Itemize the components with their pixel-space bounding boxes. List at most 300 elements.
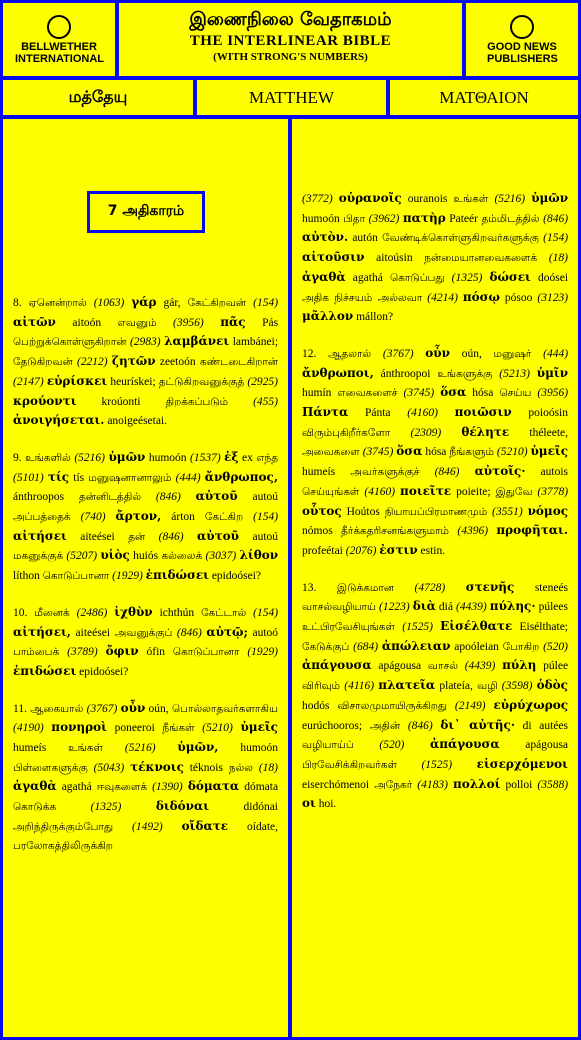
strongs-number: (455) <box>253 395 279 408</box>
transliteration: agathá <box>352 271 383 284</box>
transliteration: Hoútos <box>346 505 380 518</box>
tamil-word: கேட்டால் <box>201 606 247 619</box>
greek-word: αὐτοῦ <box>195 489 238 504</box>
strongs-number: (846) <box>543 212 569 225</box>
right-column <box>292 119 578 1037</box>
greek-word: ἄρτον, <box>115 509 162 524</box>
greek-word: δόματα <box>187 779 240 794</box>
title-block <box>119 3 462 76</box>
transliteration: heurískei; <box>110 375 156 388</box>
tamil-word: எந்த <box>256 451 279 464</box>
transliteration: oídate, <box>247 820 279 833</box>
greek-word: ἐξ <box>224 449 239 464</box>
strongs-number: (2309) <box>410 426 442 439</box>
greek-word: οὖν <box>425 345 450 360</box>
tamil-word: அதின் <box>369 719 401 732</box>
transliteration: apágousa <box>525 739 569 752</box>
strongs-number: (4439) <box>456 601 487 614</box>
greek-word: δώσει <box>489 269 531 284</box>
strongs-number: (2983) <box>129 336 161 349</box>
strongs-number: (5043) <box>93 761 125 774</box>
transliteration: aiteései <box>75 626 111 639</box>
strongs-number: (740) <box>80 511 106 524</box>
strongs-number: (1390) <box>152 781 183 794</box>
tamil-word: உங்கள் <box>68 742 104 755</box>
greek-word: ἰχθὺν <box>114 604 153 619</box>
greek-word: οἴδατε <box>181 818 229 833</box>
tamil-word: வேண்டிக்கொள்ளுகிறவர்களுக்கு <box>382 232 539 245</box>
tamil-word: பாம்பைக் <box>13 646 60 659</box>
strongs-number: (520) <box>379 739 405 752</box>
greek-word: εὐρύχωρος <box>493 697 569 712</box>
strongs-number: (4116) <box>344 680 375 693</box>
transliteration: hósa <box>472 387 494 400</box>
strongs-number: (3767) <box>86 702 118 715</box>
strongs-number: (3588) <box>537 778 569 791</box>
transliteration: nómos <box>302 525 333 538</box>
greek-word: ἐστιν <box>379 542 418 557</box>
greek-word: πόσῳ <box>462 289 500 304</box>
tamil-word: அறிந்திருக்கும்போது <box>13 820 114 833</box>
strongs-number: (5101) <box>13 471 44 484</box>
strongs-number: (1525) <box>402 621 433 634</box>
verse-number: 10. <box>13 606 35 619</box>
transliteration: humeís <box>13 742 47 755</box>
transliteration: poieite; <box>456 485 491 498</box>
greek-word: ὑμῶν, <box>177 740 219 755</box>
transliteration: anoigeésetai. <box>107 415 168 428</box>
strongs-number: (3789) <box>67 646 98 659</box>
greek-word: ποιῶσιν <box>454 405 512 420</box>
transliteration: plateía, <box>439 680 473 693</box>
greek-word: θέλητε <box>461 424 510 439</box>
transliteration: líthon <box>13 570 40 583</box>
transliteration: doósei <box>537 271 569 284</box>
strongs-number: (3123) <box>537 291 569 304</box>
greek-word: ὑμεῖς <box>530 444 569 459</box>
greek-word: πονηροὶ <box>51 720 107 735</box>
transliteration: hoi. <box>318 798 337 811</box>
tamil-word: உட்பிரவேசியுங்கள் <box>302 621 396 634</box>
greek-word: ἄνθρωπος, <box>204 469 278 484</box>
strongs-number: (846) <box>407 719 433 732</box>
tamil-word: மனுஷர் <box>493 347 532 360</box>
transliteration: ichthún <box>159 606 195 619</box>
tamil-word: விசாலமுமாயிருக்கிறது <box>337 699 448 712</box>
strongs-number: (846) <box>176 626 202 639</box>
greek-word: ὅσα <box>396 444 423 459</box>
strongs-number: (154) <box>253 606 279 619</box>
greek-word: ὑμεῖς <box>240 720 278 735</box>
strongs-number: (4396) <box>457 525 489 538</box>
greek-word: πολλοί <box>452 776 501 791</box>
greek-word: νόμος <box>527 503 569 518</box>
good-news-logo <box>466 3 578 76</box>
transliteration: profeétai <box>302 544 343 557</box>
greek-word: πᾶς <box>220 314 246 329</box>
transliteration: estin. <box>420 544 446 557</box>
strongs-number: (5216) <box>74 451 105 464</box>
transliteration: ánthroopos <box>13 491 65 504</box>
strongs-number: (846) <box>155 491 181 504</box>
greek-word: πύλης· <box>489 599 536 614</box>
greek-word: ὁδὸς <box>536 678 568 693</box>
strongs-number: (3037) <box>205 550 237 563</box>
transliteration: ex <box>242 451 253 464</box>
strongs-number: (2212) <box>76 356 108 369</box>
book-name-english: MATTHEW <box>197 80 386 115</box>
transliteration: oún, <box>461 347 482 360</box>
strongs-number: (1492) <box>132 820 163 833</box>
greek-word: οὖν <box>120 700 146 715</box>
transliteration: théleete, <box>529 426 569 439</box>
strongs-number: (2486) <box>76 606 108 619</box>
transliteration: kroúonti <box>101 395 141 408</box>
strongs-number: (5210) <box>496 446 528 459</box>
greek-word: αὐτοῖς· <box>474 464 526 479</box>
transliteration: diá <box>438 601 453 614</box>
strongs-number: (5210) <box>202 722 233 735</box>
greek-word: αὐτῷ; <box>206 624 248 639</box>
verse-number: 11. <box>13 702 31 715</box>
transliteration: zeetoón <box>159 356 196 369</box>
strongs-number: (1537) <box>189 451 221 464</box>
tamil-word: தீர்க்கதரிசனங்களுமாம் <box>341 525 450 538</box>
transliteration: hósa <box>425 446 447 459</box>
strongs-number: (684) <box>353 640 379 653</box>
transliteration: didónai <box>243 801 278 814</box>
transliteration: mállon? <box>356 311 394 324</box>
greek-word: ὑμῖν <box>536 365 569 380</box>
greek-word: κρούοντι <box>13 393 77 408</box>
greek-word: αὐτὸν. <box>302 230 349 245</box>
strongs-number: (3598) <box>501 680 533 693</box>
transliteration: ouranois <box>407 193 448 205</box>
greek-word: τέκνοις <box>130 759 184 774</box>
transliteration: poioósin <box>528 407 568 420</box>
strongs-number: (3778) <box>537 485 569 498</box>
greek-word: μᾶλλον <box>302 309 354 324</box>
strongs-number: (1929) <box>247 646 278 659</box>
verse-paragraph <box>13 603 278 682</box>
transliteration: Pánta <box>364 407 391 420</box>
greek-word: αὐτοῦ <box>197 528 240 543</box>
book-name-greek: ΜΑΤΘΑΙΟΝ <box>390 80 578 115</box>
strongs-number: (846) <box>158 530 184 543</box>
greek-word: πατὴρ <box>402 210 446 225</box>
transliteration: pósoo <box>504 291 533 304</box>
greek-word: γάρ <box>131 295 157 309</box>
strongs-number: (4439) <box>464 660 496 673</box>
greek-word: αἰτήσει <box>13 528 67 543</box>
greek-word: αἰτοῦσιν <box>302 250 365 265</box>
strongs-number: (3745) <box>362 446 394 459</box>
transliteration: téknois <box>189 761 223 774</box>
tamil-word: கேட்கிற <box>204 511 244 524</box>
strongs-number: (1325) <box>90 801 122 814</box>
tamil-word: அவனுக்குப் <box>114 626 173 639</box>
strongs-number: (846) <box>434 466 460 479</box>
tamil-word: செய்யுங்கள் <box>302 485 360 498</box>
transliteration: humín <box>302 387 332 400</box>
tamil-word: ஈவுகளைக் <box>96 781 148 794</box>
transliteration: poneeroi <box>114 722 155 735</box>
greek-word: εἰσερχόμενοι <box>476 756 568 771</box>
strongs-number: (5216) <box>124 742 156 755</box>
strongs-number: (2149) <box>454 699 486 712</box>
page-subtitle: (WITH STRONG'S NUMBERS) <box>213 51 368 63</box>
transliteration: Pateér <box>449 212 478 225</box>
strongs-number: (3745) <box>403 387 435 400</box>
tamil-word: உங்களில் <box>25 451 71 464</box>
transliteration: steneés <box>534 581 569 594</box>
transliteration: huiós <box>133 550 159 563</box>
strongs-number: (3767) <box>382 347 414 360</box>
greek-word: ὑμῶν <box>531 191 569 205</box>
transliteration: aiteései <box>80 530 115 543</box>
tamil-word: கொடுக்க <box>13 801 57 814</box>
greek-word: λίθον <box>239 548 279 563</box>
strongs-number: (3772) <box>302 193 333 205</box>
tamil-word: விரும்புகிறீர்களோ <box>302 426 391 439</box>
tamil-word: திறக்கப்படும் <box>165 395 229 408</box>
strongs-number: (5213) <box>499 367 530 380</box>
book-name-tamil: மத்தேயு <box>3 80 193 115</box>
greek-word: τίς <box>47 469 70 484</box>
tamil-word: உங்கள் <box>453 193 489 205</box>
verse-paragraph <box>302 189 568 327</box>
greek-word: ἀπάγουσα <box>429 737 500 752</box>
transliteration: oún, <box>148 702 169 715</box>
strongs-number: (18) <box>548 252 568 265</box>
transliteration: tís <box>73 471 85 484</box>
transliteration: autoú <box>252 530 279 543</box>
transliteration: autoó <box>252 626 279 639</box>
tamil-word: ஆதலால் <box>328 347 372 360</box>
tamil-word: ஏனென்றால் <box>28 297 87 309</box>
strongs-number: (4160) <box>407 407 438 420</box>
tamil-word: கொடுப்பானா <box>42 570 110 583</box>
verse-number: 12. <box>302 347 329 360</box>
tamil-word: பிரவேசிக்கிறவர்கள் <box>302 758 397 771</box>
tamil-word: செய்ய <box>499 387 532 400</box>
tamil-word: தேடுகிறவன் <box>13 356 73 369</box>
bellwether-logo-text: BELLWETHER INTERNATIONAL <box>15 40 105 65</box>
tamil-word: அநேகர் <box>374 778 413 791</box>
verse-paragraph <box>13 699 278 856</box>
greek-word: δι᾽ αὐτῆς· <box>440 717 516 732</box>
page-title-english: THE INTERLINEAR BIBLE <box>189 33 392 49</box>
tamil-word: நியாயப்பிரமாணமும் <box>384 505 488 518</box>
tamil-word: எவனும் <box>117 316 157 329</box>
transliteration: epidoósei? <box>79 665 129 678</box>
transliteration: humoón <box>240 742 279 755</box>
verse-number: 13. <box>302 581 337 594</box>
tamil-word: வழி <box>477 680 498 693</box>
strongs-number: (2147) <box>13 375 44 388</box>
tamil-word: எவைகளைச் <box>337 387 398 400</box>
verse-paragraph <box>13 293 278 431</box>
chapter-heading: 7 அதிகாரம் <box>87 191 205 233</box>
transliteration: apágousa <box>378 660 422 673</box>
tamil-word: நீங்கள் <box>162 722 195 735</box>
transliteration: agathá <box>61 781 92 794</box>
tamil-word: பிள்ளைகளுக்கு <box>13 761 88 774</box>
verse-paragraph <box>302 344 568 561</box>
greek-word: διὰ <box>412 599 436 614</box>
transliteration: autois <box>540 466 569 479</box>
tamil-word: அவைகளை <box>302 446 360 459</box>
transliteration: aitoúsin <box>376 252 413 265</box>
strongs-number: (444) <box>543 347 569 360</box>
greek-word: ἐπιδώσει <box>13 663 77 678</box>
tamil-word: நல்ல <box>228 761 253 774</box>
greek-word: υἱὸς <box>100 548 130 563</box>
greek-word: πύλη <box>502 658 537 673</box>
transliteration: di autées <box>522 719 569 732</box>
transliteration: árton <box>171 511 195 524</box>
tamil-word: நன்மையானவைகளைக் <box>424 252 538 265</box>
tamil-word: நீங்களும் <box>449 446 494 459</box>
transliteration: púlee <box>543 660 569 673</box>
tamil-word: இடுக்கமான <box>336 581 395 594</box>
strongs-number: (154) <box>253 297 279 309</box>
transliteration: humeís <box>302 466 336 479</box>
strongs-number: (1525) <box>421 758 453 771</box>
tamil-word: வாசல்வழியாய் <box>302 601 376 614</box>
greek-word: προφῆται. <box>496 523 569 538</box>
tamil-word: தம்மிடத்தில் <box>481 212 540 225</box>
verse-paragraph <box>13 448 278 586</box>
strongs-number: (1223) <box>379 601 410 614</box>
verse-number: 8. <box>13 297 29 309</box>
greek-word: ἀγαθὰ <box>302 269 346 284</box>
tamil-word: கண்டடைகிறான் <box>199 356 279 369</box>
transliteration: epidoósei? <box>211 570 261 583</box>
tamil-word: தட்டுகிறவனுக்குத் <box>158 375 245 388</box>
transliteration: humoón <box>302 212 340 225</box>
bellwether-logo <box>3 3 115 76</box>
greek-word: αἰτῶν <box>13 314 56 329</box>
verse-number: 9. <box>13 451 26 464</box>
good-news-logo-text: GOOD NEWS PUBLISHERS <box>487 40 558 65</box>
strongs-number: (2925) <box>247 375 278 388</box>
bellwether-emblem-icon <box>47 15 71 39</box>
greek-word: οὐρανοῖς <box>338 191 402 205</box>
tamil-word: அதிக நிச்சயம் அல்லவா <box>302 291 423 304</box>
greek-word: ἀνοιγήσεται. <box>13 413 105 428</box>
strongs-number: (4214) <box>427 291 458 304</box>
transliteration: autoú <box>252 491 279 504</box>
tamil-word: கல்லைக் <box>161 550 203 563</box>
transliteration: eurúchooros; <box>302 719 363 732</box>
greek-word: διδόναι <box>155 799 210 814</box>
strongs-number: (3956) <box>173 316 204 329</box>
tamil-word: கொடுப்பானா <box>172 646 240 659</box>
strongs-number: (154) <box>543 232 569 245</box>
tamil-word: பொல்லாதவர்களாகிய <box>171 702 278 715</box>
tamil-word: அவர்களுக்குச் <box>350 466 420 479</box>
tamil-word: பிதா <box>343 212 366 225</box>
strongs-number: (2076) <box>345 544 377 557</box>
tamil-word: பெற்றுக்கொள்ளுகிறான் <box>13 336 127 349</box>
greek-word: αἰτήσει, <box>13 624 71 639</box>
tamil-word: தன் <box>128 530 146 543</box>
greek-word: ἐπιδώσει <box>145 568 209 583</box>
greek-word: οι <box>302 796 316 811</box>
greek-word: εὑρίσκει <box>46 373 108 388</box>
transliteration: ófin <box>146 646 166 659</box>
transliteration: aitoón <box>72 316 102 329</box>
transliteration: lambánei; <box>232 336 279 349</box>
strongs-number: (3551) <box>492 505 523 518</box>
greek-word: ἀγαθὰ <box>13 779 57 794</box>
transliteration: púlees <box>538 601 568 614</box>
tamil-word: தன்னிடத்தில் <box>78 491 142 504</box>
greek-word: ἄνθρωποι, <box>302 365 374 380</box>
greek-word: ποιεῖτε <box>400 483 452 498</box>
transliteration: hodós <box>302 699 330 712</box>
transliteration: polloi <box>505 778 533 791</box>
tamil-word: மனுஷனானாலும் <box>88 471 172 484</box>
strongs-number: (444) <box>175 471 201 484</box>
tamil-word: பரலோகத்திலிருக்கிற <box>13 839 113 852</box>
strongs-number: (18) <box>258 761 278 774</box>
verse-paragraph <box>302 578 568 814</box>
transliteration: apoóleian <box>454 640 499 653</box>
greek-word: ζητῶν <box>111 354 156 369</box>
tamil-word: வாசல் <box>427 660 458 673</box>
strongs-number: (3962) <box>368 212 400 225</box>
strongs-number: (1063) <box>93 297 125 309</box>
left-column <box>3 119 288 1037</box>
transliteration: gár, <box>163 297 181 309</box>
transliteration: humoón <box>148 451 187 464</box>
good-news-emblem-icon <box>510 15 534 39</box>
tamil-word: அப்பத்தைக் <box>13 511 71 524</box>
greek-word: ἀπάγουσα <box>302 658 372 673</box>
strongs-number: (4183) <box>417 778 448 791</box>
greek-word: λαμβάνει <box>164 334 230 349</box>
strongs-number: (154) <box>253 511 279 524</box>
greek-word: πλατεῖα <box>378 678 436 693</box>
greek-word: Εἰσέλθατε <box>440 619 513 634</box>
tamil-word: ஆகையால் <box>30 702 84 715</box>
right-verses <box>302 189 568 831</box>
tamil-word: மகனுக்குக் <box>13 550 64 563</box>
tamil-word: உங்களுக்கு <box>437 367 493 380</box>
greek-word: οὗτος <box>302 503 342 518</box>
page-title-tamil: இணைநிலை வேதாகமம் <box>189 9 392 30</box>
left-verses <box>13 293 278 872</box>
transliteration: autón <box>352 232 378 245</box>
greek-word: Πάντα <box>302 405 349 420</box>
tamil-word: கேட்கிறவன் <box>187 297 247 309</box>
strongs-number: (520) <box>543 640 568 653</box>
tamil-word: கேடுக்குப் <box>302 640 350 653</box>
greek-word: ὑμῶν <box>108 449 146 464</box>
tamil-word: வழியாய்ப் <box>302 739 354 752</box>
tamil-word: மீனைக் <box>34 606 70 619</box>
greek-word: ὄφιν <box>105 644 139 659</box>
tamil-word: இதுவே <box>495 485 533 498</box>
transliteration: Eisélthate; <box>519 621 569 634</box>
tamil-word: போகிற <box>502 640 540 653</box>
strongs-number: (1929) <box>112 570 143 583</box>
strongs-number: (3956) <box>537 387 569 400</box>
greek-word: ὅσα <box>440 385 467 400</box>
transliteration: dómata <box>244 781 279 794</box>
